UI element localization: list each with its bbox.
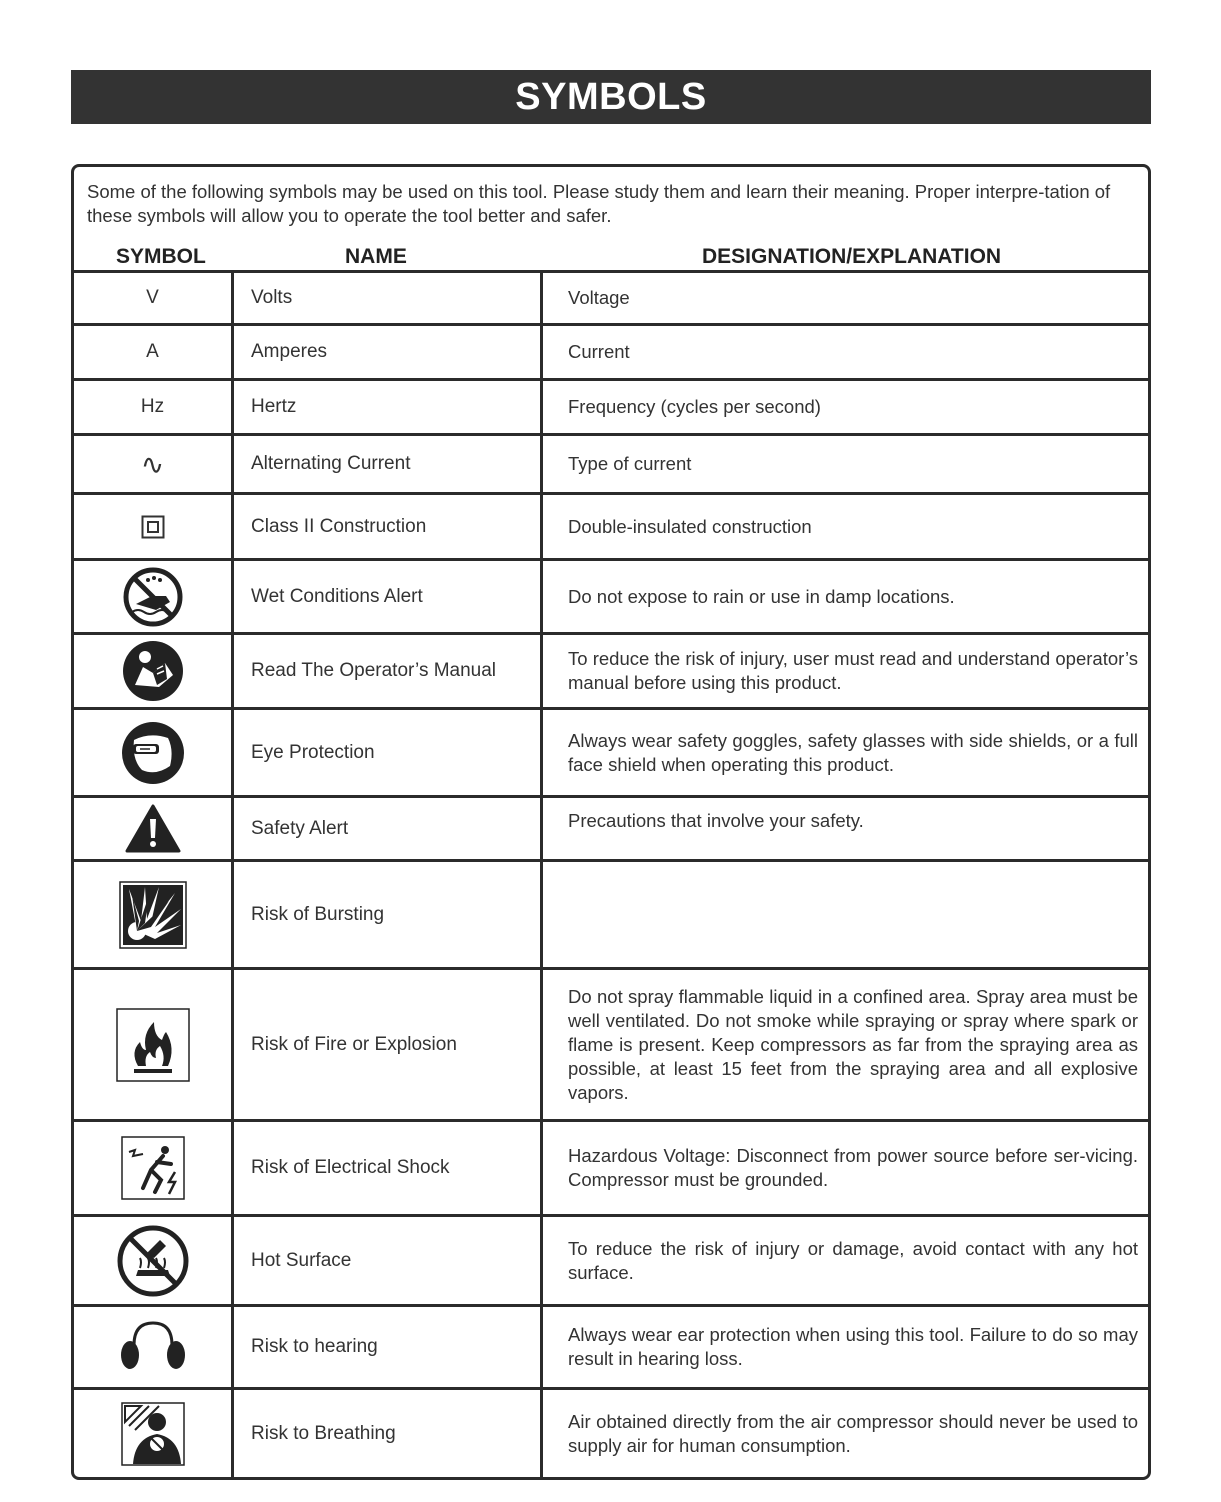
class-ii-construction-icon bbox=[74, 495, 231, 558]
explanation-cell: Always wear safety goggles, safety glasses with side shields, or a full face shield when operating this product. bbox=[568, 729, 1138, 775]
explanation-cell: Double-insulated construction bbox=[568, 515, 812, 537]
name-cell: Risk of Fire or Explosion bbox=[251, 1033, 457, 1055]
explanation-cell: Do not spray flammable liquid in a confined area. Spray area must be well ventilated. Do not smoke while spraying or spray where spark or flame is present. Keep compressors as far from the spraying area as possible, at least 15 feet from the spraying area and all explosive vapors. bbox=[568, 985, 1138, 1103]
bursting-icon bbox=[74, 862, 231, 967]
name-cell: Amperes bbox=[251, 341, 328, 362]
name-cell: Volts bbox=[251, 287, 293, 308]
explanation-cell: Do not expose to rain or use in damp locations. bbox=[568, 585, 955, 607]
name-cell: Safety Alert bbox=[251, 817, 349, 839]
hearing-protection-icon bbox=[74, 1307, 231, 1387]
electrical-shock-icon bbox=[74, 1122, 231, 1214]
hot-surface-icon bbox=[74, 1217, 231, 1304]
intro-text: Some of the following symbols may be used on this tool. Please study them and learn their meaning. Proper interpre-tation of these symbols will allow you to operate the tool better and safer. bbox=[87, 181, 1111, 226]
column-header-symbol: SYMBOL bbox=[116, 245, 206, 268]
alternating-current-icon: ∿ bbox=[140, 448, 165, 480]
column-header-explanation: DESIGNATION/EXPLANATION bbox=[702, 245, 1002, 268]
explanation-cell bbox=[568, 862, 1138, 967]
fire-explosion-icon bbox=[74, 970, 231, 1119]
column-header-name: NAME bbox=[345, 245, 407, 268]
explanation-cell: Air obtained directly from the air compressor should never be used to supply air for human consumption. bbox=[568, 1410, 1138, 1456]
name-cell: Risk to Breathing bbox=[251, 1422, 396, 1444]
symbols-table bbox=[71, 164, 1151, 1480]
eye-protection-icon bbox=[74, 710, 231, 795]
read-manual-icon bbox=[74, 635, 231, 707]
symbol-volts: V bbox=[146, 287, 159, 308]
name-cell: Eye Protection bbox=[251, 741, 375, 763]
name-cell: Alternating Current bbox=[251, 453, 411, 474]
explanation-cell: Hazardous Voltage: Disconnect from power source before ser-vicing. Compressor must be grounded. bbox=[568, 1145, 1138, 1190]
name-cell: Risk of Bursting bbox=[251, 903, 385, 925]
column-divider bbox=[540, 270, 543, 1477]
breathing-risk-icon bbox=[74, 1390, 231, 1477]
explanation-cell: Precautions that involve your safety. bbox=[568, 809, 864, 831]
column-divider bbox=[231, 270, 234, 1477]
name-cell: Risk to hearing bbox=[251, 1336, 378, 1357]
symbol-amperes: A bbox=[146, 341, 159, 362]
explanation-cell: Type of current bbox=[568, 453, 692, 474]
wet-conditions-icon bbox=[74, 561, 231, 632]
explanation-cell: Current bbox=[568, 341, 630, 362]
explanation-cell: To reduce the risk of injury, user must read and understand operator’s manual before using this product. bbox=[568, 648, 1138, 693]
name-cell: Hertz bbox=[251, 396, 297, 417]
name-cell: Risk of Electrical Shock bbox=[251, 1157, 450, 1178]
page-title: SYMBOLS bbox=[71, 70, 1151, 124]
explanation-cell: Voltage bbox=[568, 287, 630, 308]
name-cell: Read The Operator’s Manual bbox=[251, 660, 497, 681]
explanation-cell: Frequency (cycles per second) bbox=[568, 396, 821, 417]
explanation-cell: Always wear ear protection when using this tool. Failure to do so may result in hearing loss. bbox=[568, 1324, 1138, 1369]
name-cell: Class II Construction bbox=[251, 515, 427, 537]
name-cell: Hot Surface bbox=[251, 1249, 352, 1271]
symbol-hertz: Hz bbox=[140, 396, 165, 417]
safety-alert-icon bbox=[74, 798, 231, 859]
name-cell: Wet Conditions Alert bbox=[251, 585, 423, 607]
explanation-cell: To reduce the risk of injury or damage, avoid contact with any hot surface. bbox=[568, 1237, 1138, 1283]
